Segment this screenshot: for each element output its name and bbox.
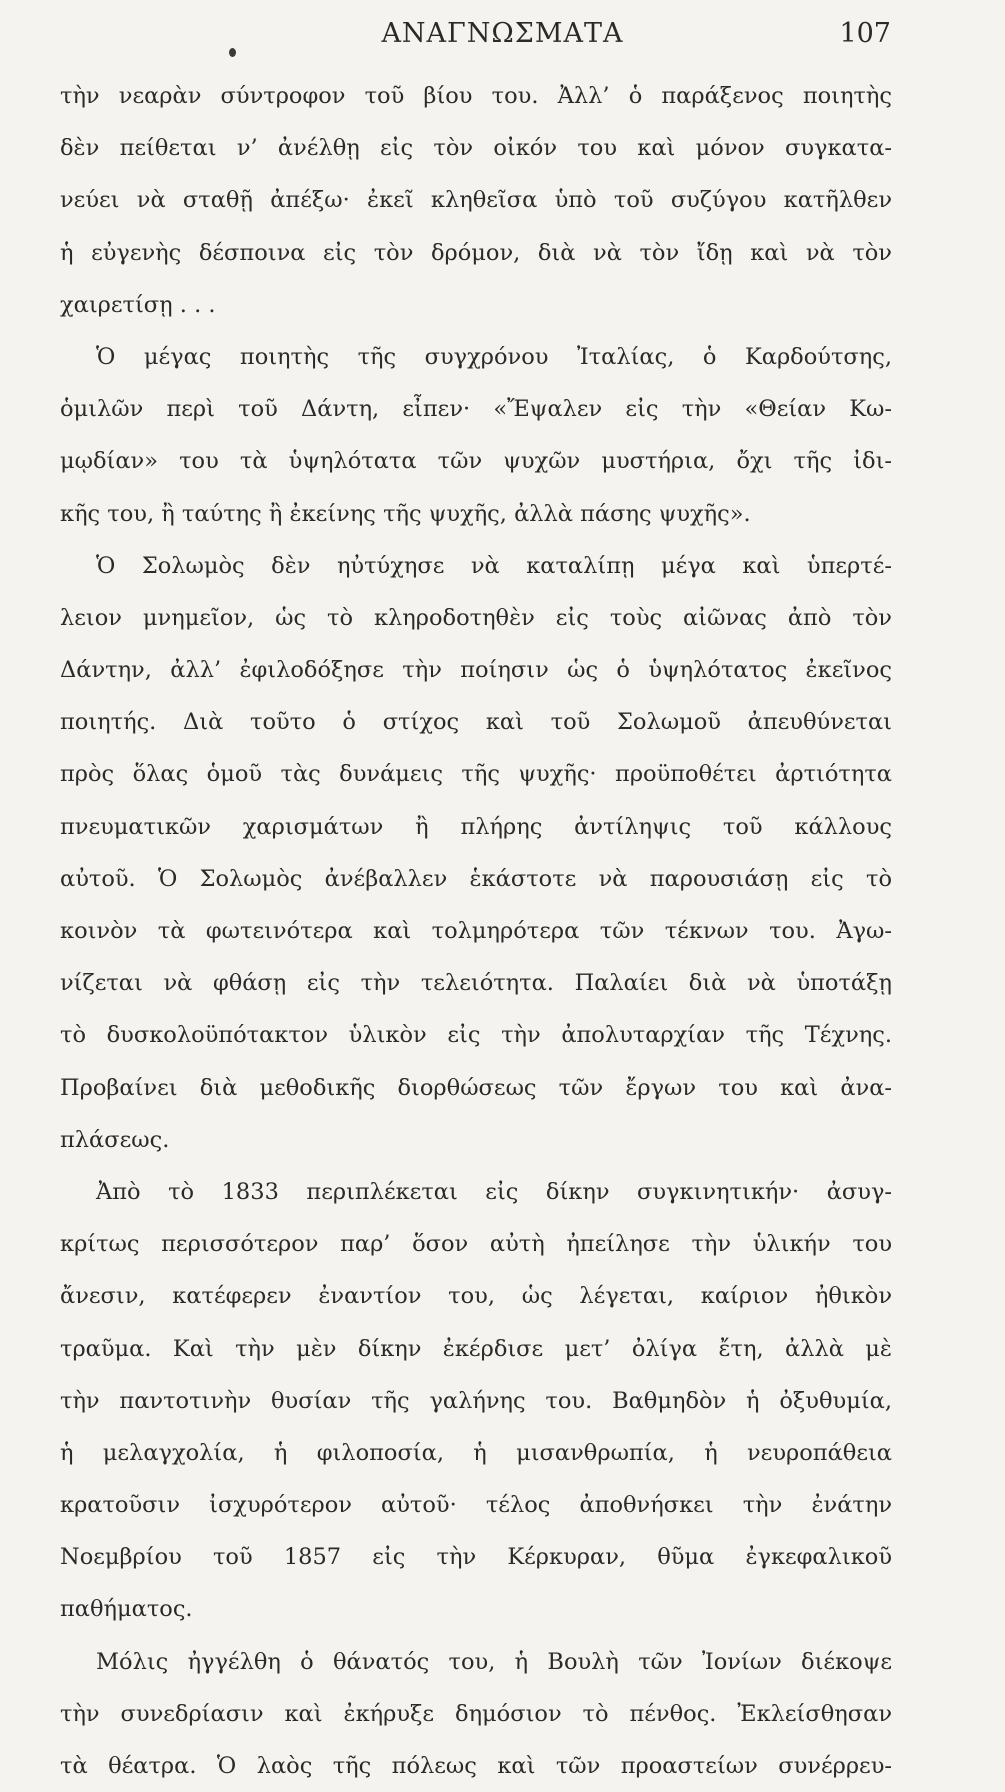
text-line: πλάσεως. xyxy=(60,1126,170,1153)
text-line: Ὁ Σολωμὸς δὲν ηὐτύχησε νὰ καταλίπῃ μέγα καὶ ὑπερτέ- xyxy=(96,552,892,579)
text-line: Προβαίνει διὰ μεθοδικῆς διορθώσεως τῶν ἔργων του καὶ ἀνα- xyxy=(60,1074,892,1101)
text-line: κῆς του, ἢ ταύτης ἢ ἐκείνης τῆς ψυχῆς, ἀλλὰ πάσης ψυχῆς». xyxy=(60,500,751,527)
text-line: τὴν νεαρὰν σύντροφον τοῦ βίου του. Ἀλλ’ ὁ παράξενος ποιητὴς xyxy=(60,83,892,109)
text-line: νεύει νὰ σταθῇ ἀπέξω· ἐκεῖ κληθεῖσα ὑπὸ τοῦ συζύγου κατῆλθεν xyxy=(60,187,892,214)
text-line: Ὁ μέγας ποιητὴς τῆς συγχρόνου Ἰταλίας, ὁ Καρδούτσης, xyxy=(96,343,892,370)
page-header xyxy=(0,14,1005,58)
text-line: τὴν παντοτινὴν θυσίαν τῆς γαλήνης του. Βαθμηδὸν ἡ ὀξυθυμία, xyxy=(60,1387,892,1414)
text-line: τραῦμα. Καὶ τὴν μὲν δίκην ἐκέρδισε μετ’ ὀλίγα ἔτη, ἀλλὰ μὲ xyxy=(60,1335,892,1362)
text-line: λειον μνημεῖον, ὡς τὸ κληροδοτηθὲν εἰς τοὺς αἰῶνας ἀπὸ τὸν xyxy=(60,604,892,631)
running-title: ΑΝΑΓΝΩΣΜΑΤΑ xyxy=(381,18,624,49)
text-line: μῳδίαν» του τὰ ὑψηλότατα τῶν ψυχῶν μυστήρια, ὄχι τῆς ἰδι- xyxy=(60,448,892,475)
text-line: πνευματικῶν χαρισμάτων ἢ πλήρης ἀντίληψις τοῦ κάλλους xyxy=(60,813,892,840)
text-line: πρὸς ὅλας ὁμοῦ τὰς δυνάμεις τῆς ψυχῆς· προϋποθέτει ἀρτιότητα xyxy=(60,761,892,788)
text-line: κρίτως περισσότερον παρ’ ὅσον αὐτὴ ἠπείλησε τὴν ὑλικήν του xyxy=(60,1231,892,1258)
text-line: Ἀπὸ τὸ 1833 περιπλέκεται εἰς δίκην συγκινητικήν· ἀσυγ- xyxy=(96,1178,892,1205)
text-line: τὸ δυσκολοϋπότακτον ὑλικὸν εἰς τὴν ἀπολυταρχίαν τῆς Τέχνης. xyxy=(60,1022,892,1049)
text-line: Νοεμβρίου τοῦ 1857 εἰς τὴν Κέρκυραν, θῦμα ἐγκεφαλικοῦ xyxy=(60,1544,892,1571)
body-text xyxy=(60,70,892,1792)
text-line: ὁμιλῶν περὶ τοῦ Δάντη, εἶπεν· «Ἔψαλεν εἰς τὴν «Θείαν Κω- xyxy=(60,396,892,423)
text-line: τὰ θέατρα. Ὁ λαὸς τῆς πόλεως καὶ τῶν προαστείων συνέρρευ- xyxy=(60,1753,892,1779)
text-line: ἄνεσιν, κατέφερεν ἐναντίον του, ὡς λέγεται, καίριον ἠθικὸν xyxy=(60,1283,892,1310)
ink-speck xyxy=(229,48,236,57)
text-line: αὐτοῦ. Ὁ Σολωμὸς ἀνέβαλλεν ἑκάστοτε νὰ παρουσιάσῃ εἰς τὸ xyxy=(60,865,892,892)
text-line: παθήματος. xyxy=(60,1596,193,1623)
text-line: τὴν συνεδρίασιν καὶ ἐκήρυξε δημόσιον τὸ πένθος. Ἐκλείσθησαν xyxy=(60,1700,892,1727)
text-line: κρατοῦσιν ἰσχυρότερον αὐτοῦ· τέλος ἀποθνήσκει τὴν ἐνάτην xyxy=(60,1492,892,1519)
text-line: Δάντην, ἀλλ’ ἐφιλοδόξησε τὴν ποίησιν ὡς ὁ ὑψηλότατος ἐκεῖνος xyxy=(60,657,892,684)
text-line: κοινὸν τὰ φωτεινότερα καὶ τολμηρότερα τῶν τέκνων του. Ἀγω- xyxy=(60,918,892,944)
page-number: 107 xyxy=(839,18,891,49)
text-line: Μόλις ἠγγέλθη ὁ θάνατός του, ἡ Βουλὴ τῶν Ἰονίων διέκοψε xyxy=(96,1648,892,1675)
text-line: δὲν πείθεται ν’ ἀνέλθῃ εἰς τὸν οἰκόν του καὶ μόνον συγκατα- xyxy=(60,135,892,162)
text-line: ἡ μελαγχολία, ἡ φιλοποσία, ἡ μισανθρωπία, ἡ νευροπάθεια xyxy=(60,1439,892,1466)
text-line: νίζεται νὰ φθάσῃ εἰς τὴν τελειότητα. Παλαίει διὰ νὰ ὑποτάξῃ xyxy=(60,970,892,997)
text-line: ἡ εὐγενὴς δέσποινα εἰς τὸν δρόμον, διὰ νὰ τὸν ἴδῃ καὶ νὰ τὸν xyxy=(60,239,892,266)
text-line: χαιρετίσῃ . . . xyxy=(60,291,216,318)
text-line: ποιητής. Διὰ τοῦτο ὁ στίχος καὶ τοῦ Σολωμοῦ ἀπευθύνεται xyxy=(60,709,892,736)
